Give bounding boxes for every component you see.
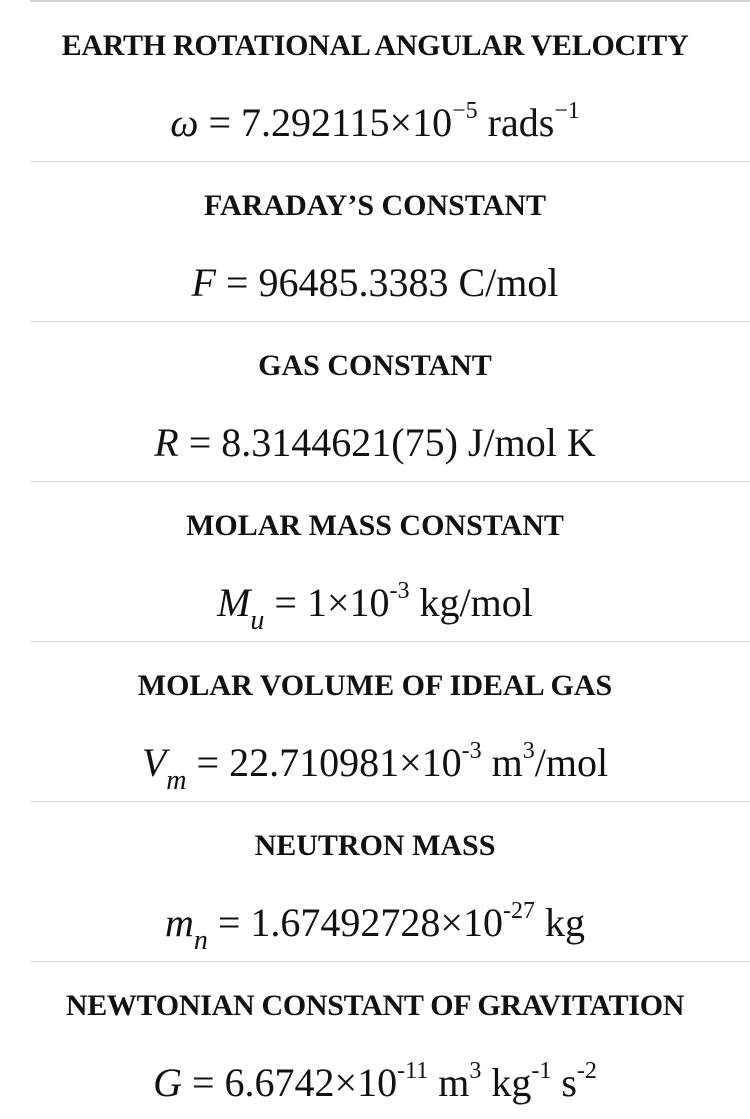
constant-formula	[0, 897, 750, 956]
constant-title: FARADAY’S CONSTANT	[204, 189, 546, 222]
formula-exponent: -11	[397, 1057, 429, 1084]
formula-symbol: V	[141, 740, 167, 785]
constant-earth-angular-velocity	[0, 2, 750, 162]
constant-title: MOLAR VOLUME OF IDEAL GAS	[137, 669, 613, 702]
formula-unit-kg: kg	[481, 1060, 532, 1105]
formula-exponent: -3	[461, 737, 482, 764]
formula-unit: m	[428, 1060, 470, 1105]
formula-symbol: R	[154, 420, 179, 465]
constant-title: NEWTONIAN CONSTANT OF GRAVITATION	[65, 989, 685, 1022]
constant-gravitation	[0, 962, 750, 1119]
formula-unit: rads	[477, 100, 555, 145]
formula-symbol: G	[153, 1060, 182, 1105]
formula-unit-s: s	[551, 1060, 577, 1105]
formula-value: = 96485.3383 C/mol	[215, 260, 559, 305]
formula-unit-exponent: 3	[522, 737, 535, 764]
constant-formula	[0, 1058, 750, 1108]
formula-value: = 1.67492728×10	[207, 900, 503, 945]
formula-symbol: M	[217, 580, 251, 625]
formula-value: = 6.6742×10	[181, 1060, 398, 1105]
constants-list	[0, 2, 750, 1119]
formula-unit: kg/mol	[409, 580, 533, 625]
constant-gas	[0, 322, 750, 482]
constant-formula	[0, 737, 750, 796]
formula-unit-exponent: −1	[554, 97, 580, 124]
constant-molar-mass	[0, 482, 750, 642]
formula-symbol: ω	[170, 100, 199, 145]
constant-title: NEUTRON MASS	[254, 829, 496, 862]
constant-title: MOLAR MASS CONSTANT	[186, 509, 564, 542]
formula-unit: m	[481, 740, 523, 785]
formula-unit-kg-exponent: -1	[531, 1057, 552, 1084]
formula-unit-s-exponent: -2	[576, 1057, 597, 1084]
formula-value: = 8.3144621(75) J/mol K	[178, 420, 596, 465]
constant-neutron-mass	[0, 802, 750, 962]
formula-subscript: u	[250, 605, 265, 636]
formula-exponent: -27	[503, 897, 535, 924]
constant-formula	[0, 98, 750, 148]
formula-value: = 22.710981×10	[186, 740, 462, 785]
constant-molar-volume	[0, 642, 750, 802]
formula-value: = 7.292115×10	[198, 100, 453, 145]
formula-subscript: n	[193, 925, 208, 956]
formula-unit: kg	[535, 900, 585, 945]
constant-faraday	[0, 162, 750, 322]
formula-unit-exponent: 3	[469, 1057, 482, 1084]
constant-title: EARTH ROTATIONAL ANGULAR VELOCITY	[61, 29, 689, 62]
formula-exponent: −5	[452, 97, 478, 124]
constant-formula	[0, 577, 750, 636]
formula-symbol: F	[191, 260, 216, 305]
formula-unit-tail: /mol	[534, 740, 609, 785]
constant-title: GAS CONSTANT	[258, 349, 492, 382]
constant-formula	[0, 418, 750, 468]
formula-symbol: m	[164, 900, 194, 945]
formula-subscript: m	[166, 765, 187, 796]
formula-value: = 1×10	[264, 580, 390, 625]
formula-exponent: -3	[389, 577, 410, 604]
constant-formula	[0, 258, 750, 308]
